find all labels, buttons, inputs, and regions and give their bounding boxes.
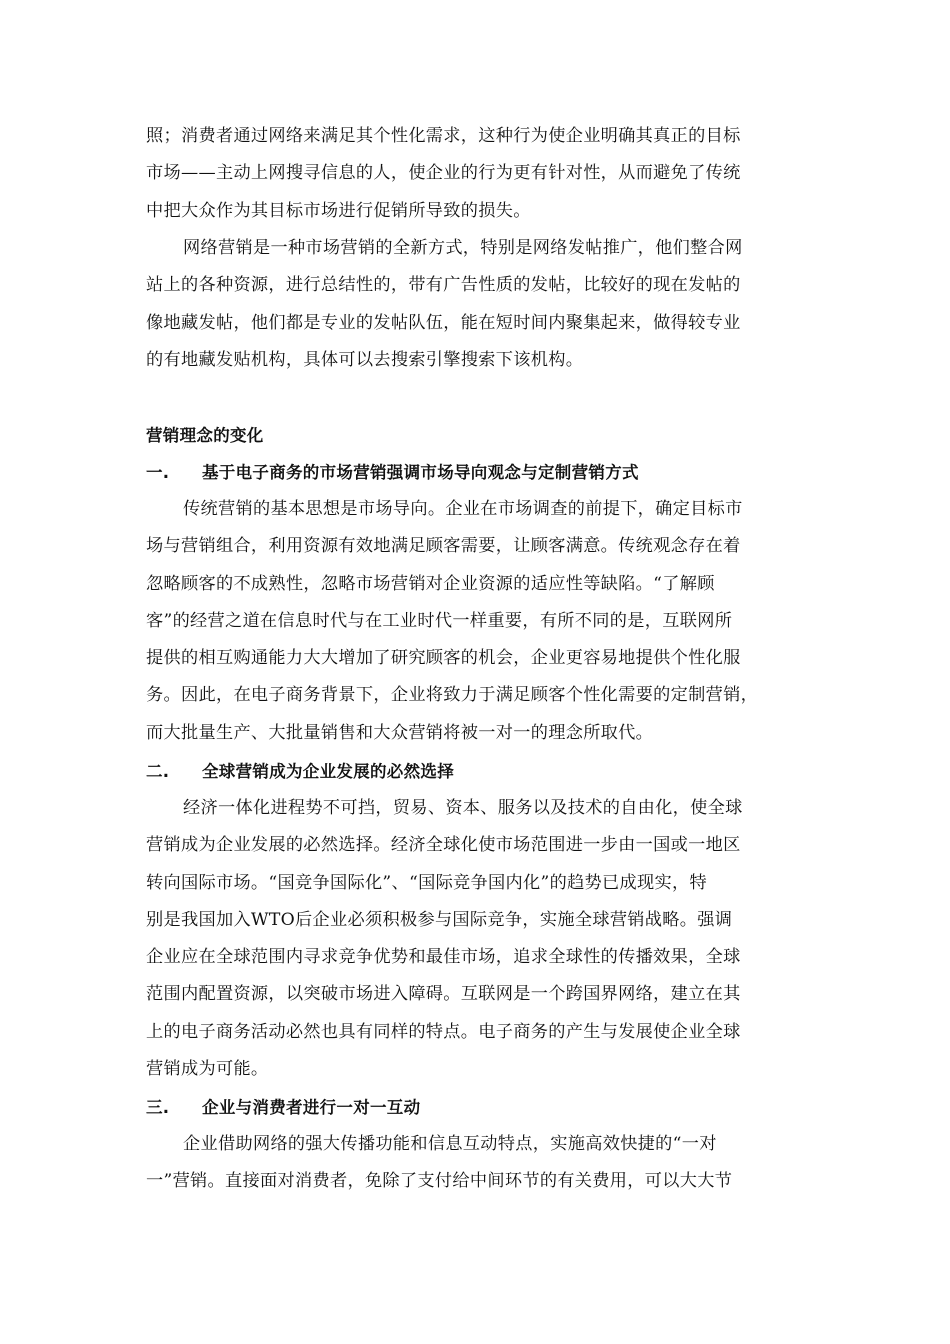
text-line: 范围内配置资源，以突破市场进入障碍。互联网是一个跨国界网络，建立在其 [146, 984, 741, 1005]
text-line: 传统营销的基本思想是市场导向。企业在市场调查的前提下，确定目标市 [183, 499, 743, 519]
paragraph-2 [146, 790, 816, 1088]
text-line: 务。因此，在电子商务背景下，企业将致力于满足顾客个性化需要的定制营销， [146, 685, 759, 706]
heading-number: 二. [146, 762, 170, 781]
text-line: 场与营销组合，利用资源有效地满足顾客需要，让顾客满意。传统观念存在着 [146, 536, 741, 557]
text-line: 市场——主动上网搜寻信息的人，使企业的行为更有针对性，从而避免了传统 [146, 163, 741, 184]
text-line: 企业应在全球范围内寻求竞争优势和最佳市场，追求全球性的传播效果，全球 [146, 947, 741, 968]
paragraph-1 [146, 491, 816, 752]
paragraph-top [146, 118, 816, 230]
text-line: 中把大众作为其目标市场进行促销所导致的损失。 [146, 200, 531, 221]
heading-1 [146, 454, 816, 491]
text-line: 像地藏发帖，他们都是专业的发帖队伍，能在短时间内聚集起来，做得较专业 [146, 312, 741, 333]
heading-3-block [146, 1089, 816, 1126]
text-line: 别是我国加入WTO后企业必须积极参与国际竞争，实施全球营销战略。强调 [146, 909, 733, 930]
text-line: 转向国际市场。“国竞争国际化”、“国际竞争国内化”的趋势已成现实，特 [146, 872, 707, 893]
heading-3 [146, 1089, 816, 1126]
heading-number: 一. [146, 463, 170, 483]
text-line: 营销成为企业发展的必然选择。经济全球化使市场范围进一步由一国或一地区 [146, 835, 741, 856]
paragraph-network-marketing [146, 230, 816, 379]
section-header [146, 417, 816, 492]
text-line: 网络营销是一种市场营销的全新方式，特别是网络发帖推广，他们整合网 [183, 238, 743, 258]
text-line: 经济一体化进程势不可挡，贸易、资本、服务以及技术的自由化，使全球 [183, 798, 743, 818]
text-line: 忽略顾客的不成熟性，忽略市场营销对企业资源的适应性等缺陷。“了解顾 [146, 573, 715, 594]
heading-2-block [146, 753, 816, 790]
heading-number: 三. [146, 1098, 170, 1117]
paragraph-3 [146, 1126, 816, 1201]
text-line: 企业借助网络的强大传播功能和信息互动特点，实施高效快捷的“一对 [183, 1134, 717, 1154]
text-line: 的有地藏发贴机构，具体可以去搜索引擎搜索下该机构。 [146, 349, 584, 370]
text-line: 而大批量生产、大批量销售和大众营销将被一对一的理念所取代。 [146, 722, 654, 743]
heading-text: 企业与消费者进行一对一互动 [202, 1098, 421, 1117]
text-line: 一”营销。直接面对消费者，免除了支付给中间环节的有关费用，可以大大节 [146, 1171, 733, 1192]
text-line: 照；消费者通过网络来满足其个性化需求，这种行为使企业明确其真正的目标 [146, 126, 741, 146]
text-line: 客”的经营之道在信息时代与在工业时代一样重要，有所不同的是，互联网所 [146, 610, 733, 631]
section-title: 营销理念的变化 [146, 426, 264, 445]
heading-text: 全球营销成为企业发展的必然选择 [202, 762, 454, 781]
text-line: 营销成为可能。 [146, 1059, 269, 1080]
heading-text: 基于电子商务的市场营销强调市场导向观念与定制营销方式 [202, 463, 639, 483]
text-line: 上的电子商务活动必然也具有同样的特点。电子商务的产生与发展使企业全球 [146, 1021, 741, 1042]
text-line: 提供的相互购通能力大大增加了研究顾客的机会，企业更容易地提供个性化服 [146, 648, 741, 669]
heading-2 [146, 753, 816, 790]
text-line: 站上的各种资源，进行总结性的，带有广告性质的发帖，比较好的现在发帖的 [146, 275, 741, 296]
